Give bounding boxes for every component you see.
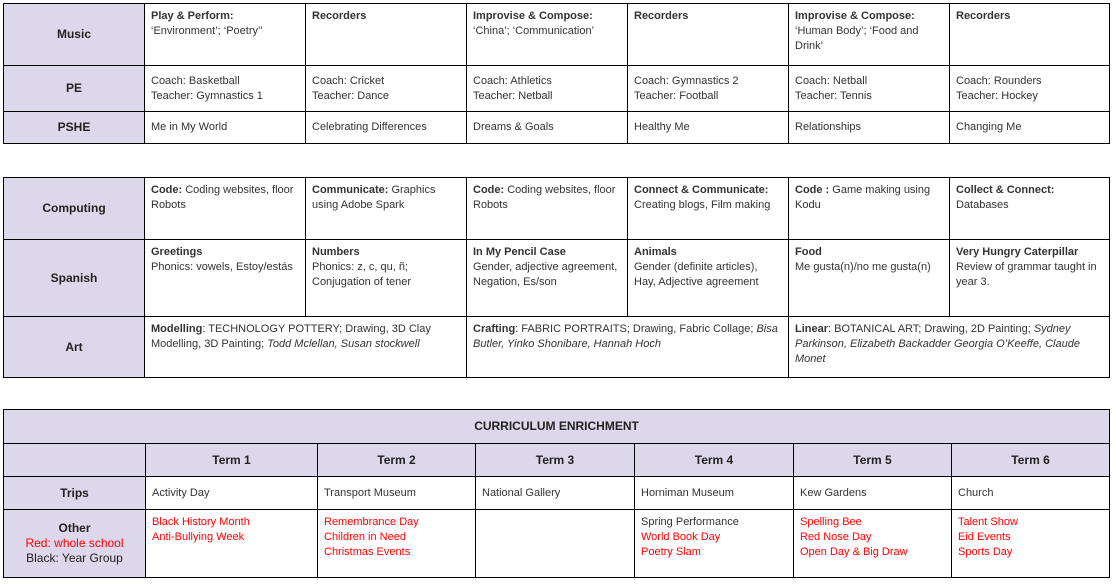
other-term-3: [476, 510, 635, 578]
trip-term-4: Horniman Museum: [635, 477, 794, 510]
music-label: Music: [4, 4, 145, 66]
event-item: Anti-Bullying Week: [152, 531, 245, 543]
pe-cell-6: Coach: Rounders Teacher: Hockey: [950, 66, 1110, 112]
pshe-cell-5: Relationships: [789, 112, 950, 144]
music-cell-3: Improvise & Compose: ‘China’; ‘Communication’: [467, 4, 628, 66]
trip-term-2: Transport Museum: [318, 477, 476, 510]
art-cell-3: Linear: BOTANICAL ART; Drawing, 2D Painting; Sydney Parkinson, Elizabeth Backadder Georgia O’Keeffe, Claude Monet: [789, 317, 1110, 378]
other-row: [4, 510, 1110, 578]
pshe-cell-6: Changing Me: [950, 112, 1110, 144]
pe-row: [4, 66, 1110, 112]
term-5-header: Term 5: [794, 444, 952, 477]
other-term-6: [952, 510, 1110, 578]
event-item: Red Nose Day: [800, 531, 872, 543]
pe-cell-1: Coach: Basketball Teacher: Gymnastics 1: [145, 66, 306, 112]
art-cell-2: Crafting: FABRIC PORTRAITS; Drawing, Fabric Collage; Bisa Butler, Yinko Shonibare, Hannah Hoch: [467, 317, 789, 378]
subjects-table-1: [3, 3, 1110, 144]
pe-cell-4: Coach: Gymnastics 2 Teacher: Football: [628, 66, 789, 112]
art-label: Art: [4, 317, 145, 378]
pe-label: PE: [4, 66, 145, 112]
music-cell-5: Improvise & Compose: ‘Human Body’; ‘Food and Drink’: [789, 4, 950, 66]
legend-red: Red: whole school: [25, 536, 124, 550]
trip-term-1: Activity Day: [146, 477, 318, 510]
music-cell-2: Recorders: [306, 4, 467, 66]
music-cell-1: Play & Perform: ‘Environment’; ‘Poetry’’: [145, 4, 306, 66]
pshe-cell-4: Healthy Me: [628, 112, 789, 144]
computing-label: Computing: [4, 178, 145, 240]
enrichment-title-row: [4, 410, 1110, 444]
event-item: Spelling Bee: [800, 516, 862, 528]
spanish-cell-1: Greetings Phonics: vowels, Estoy/estás: [145, 240, 306, 317]
trips-label: Trips: [4, 477, 146, 510]
event-item: Talent Show: [958, 516, 1018, 528]
event-item: Children in Need: [324, 531, 406, 543]
trips-row: [4, 477, 1110, 510]
computing-cell-5: Code : Game making using Kodu: [789, 178, 950, 240]
terms-row: [4, 444, 1110, 477]
music-cell-4: Recorders: [628, 4, 789, 66]
other-label-cell: [4, 510, 146, 578]
trip-term-3: National Gallery: [476, 477, 635, 510]
event-item: Black History Month: [152, 516, 250, 528]
event-item: Poetry Slam: [641, 546, 701, 558]
other-term-5: [794, 510, 952, 578]
other-label: Other: [58, 521, 91, 535]
pe-cell-3: Coach: Athletics Teacher: Netball: [467, 66, 628, 112]
pshe-row: [4, 112, 1110, 144]
spanish-cell-5: Food Me gusta(n)/no me gusta(n): [789, 240, 950, 317]
computing-cell-4: Connect & Communicate: Creating blogs, Film making: [628, 178, 789, 240]
computing-row: [4, 178, 1110, 240]
trip-term-5: Kew Gardens: [794, 477, 952, 510]
pe-cell-5: Coach: Netball Teacher: Tennis: [789, 66, 950, 112]
event-item: Christmas Events: [324, 546, 411, 558]
term-6-header: Term 6: [952, 444, 1110, 477]
computing-cell-3: Code: Coding websites, floor Robots: [467, 178, 628, 240]
music-cell-6: Recorders: [950, 4, 1110, 66]
subjects-table-2: [3, 177, 1110, 378]
event-item: Spring Performance: [641, 516, 739, 528]
trip-term-6: Church: [952, 477, 1110, 510]
spanish-cell-6: Very Hungry Caterpillar Review of grammar taught in year 3.: [950, 240, 1110, 317]
other-term-1: [146, 510, 318, 578]
pshe-cell-3: Dreams & Goals: [467, 112, 628, 144]
pshe-label: PSHE: [4, 112, 145, 144]
event-item: Eid Events: [958, 531, 1011, 543]
enrichment-title: CURRICULUM ENRICHMENT: [4, 410, 1110, 444]
pshe-cell-1: Me in My World: [145, 112, 306, 144]
event-item: Remembrance Day: [324, 516, 419, 528]
terms-corner: [4, 444, 146, 477]
computing-cell-6: Collect & Connect: Databases: [950, 178, 1110, 240]
spanish-row: [4, 240, 1110, 317]
other-term-4: [635, 510, 794, 578]
pshe-cell-2: Celebrating Differences: [306, 112, 467, 144]
legend-black: Black: Year Group: [26, 551, 123, 565]
other-term-2: [318, 510, 476, 578]
spanish-cell-3: In My Pencil Case Gender, adjective agreement, Negation, Es/son: [467, 240, 628, 317]
art-row: [4, 317, 1110, 378]
computing-cell-2: Communicate: Graphics using Adobe Spark: [306, 178, 467, 240]
enrichment-table: [3, 409, 1110, 578]
term-1-header: Term 1: [146, 444, 318, 477]
pe-cell-2: Coach: Cricket Teacher: Dance: [306, 66, 467, 112]
art-cell-1: Modelling: TECHNOLOGY POTTERY; Drawing, 3D Clay Modelling, 3D Painting; Todd Mclellan, Susan stockwell: [145, 317, 467, 378]
spanish-cell-2: Numbers Phonics: z, c, qu, ñ; Conjugation of tener: [306, 240, 467, 317]
term-3-header: Term 3: [476, 444, 635, 477]
term-4-header: Term 4: [635, 444, 794, 477]
event-item: Open Day & Big Draw: [800, 546, 908, 558]
event-item: Sports Day: [958, 546, 1013, 558]
computing-cell-1: Code: Coding websites, floor Robots: [145, 178, 306, 240]
term-2-header: Term 2: [318, 444, 476, 477]
spanish-label: Spanish: [4, 240, 145, 317]
event-item: World Book Day: [641, 531, 721, 543]
spanish-cell-4: Animals Gender (definite articles), Hay, Adjective agreement: [628, 240, 789, 317]
music-row: [4, 4, 1110, 66]
